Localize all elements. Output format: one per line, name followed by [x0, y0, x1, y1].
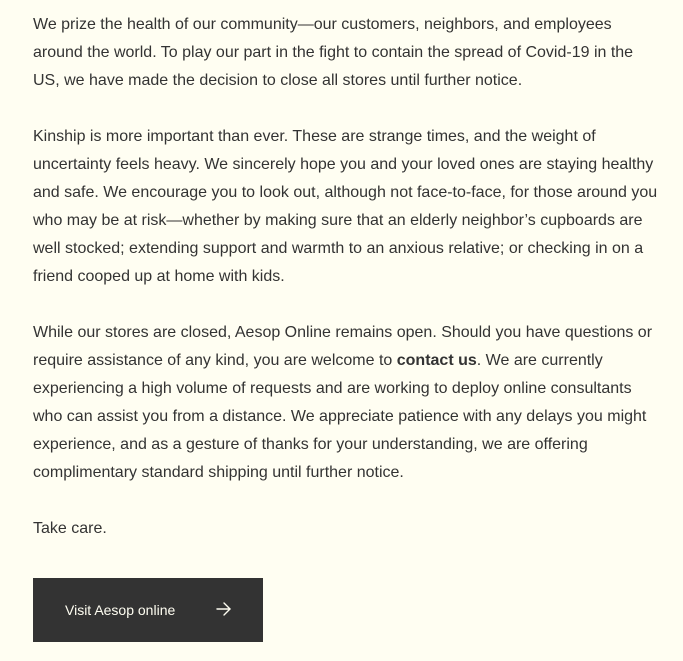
paragraph-online-open	[33, 319, 658, 487]
paragraph-kinship: Kinship is more important than ever. These are strange times, and the weight of uncertainty feels heavy. We sincerely hope you and your loved ones are staying healthy and safe. We encourage you to look out, although not face-to-face, for those around you who may be at risk—whether by making sure that an elderly neighbor’s cupboards are well stocked; extending support and warmth to an anxious relative; or checking in on a friend cooped up at home with kids.	[33, 128, 658, 285]
visit-aesop-online-button[interactable]	[33, 578, 263, 642]
paragraph-online-text-start: While our stores are closed, Aesop Online remains open. Should you have questions or require assistance of any kind, you are welcome to	[33, 324, 653, 369]
contact-us-link[interactable]: contact us	[396, 352, 477, 369]
paragraph-online-text-end: . We are currently experiencing a high volume of requests and are working to deploy online consultants who can assist you from a distance. We appreciate patience with any delays you might experience, and as a gesture of thanks for your understanding, we are offering complimentary standard shipping until further notice.	[33, 352, 647, 481]
visit-aesop-online-label: Visit Aesop online	[65, 602, 176, 618]
paragraph-store-closure: We prize the health of our community—our customers, neighbors, and employees around the world. To play our part in the fight to contain the spread of Covid-19 in the US, we have made the decision to close all stores until further notice.	[33, 16, 634, 89]
arrow-right-icon	[215, 600, 233, 618]
closure-message	[33, 11, 658, 543]
sign-off: Take care.	[33, 520, 107, 537]
